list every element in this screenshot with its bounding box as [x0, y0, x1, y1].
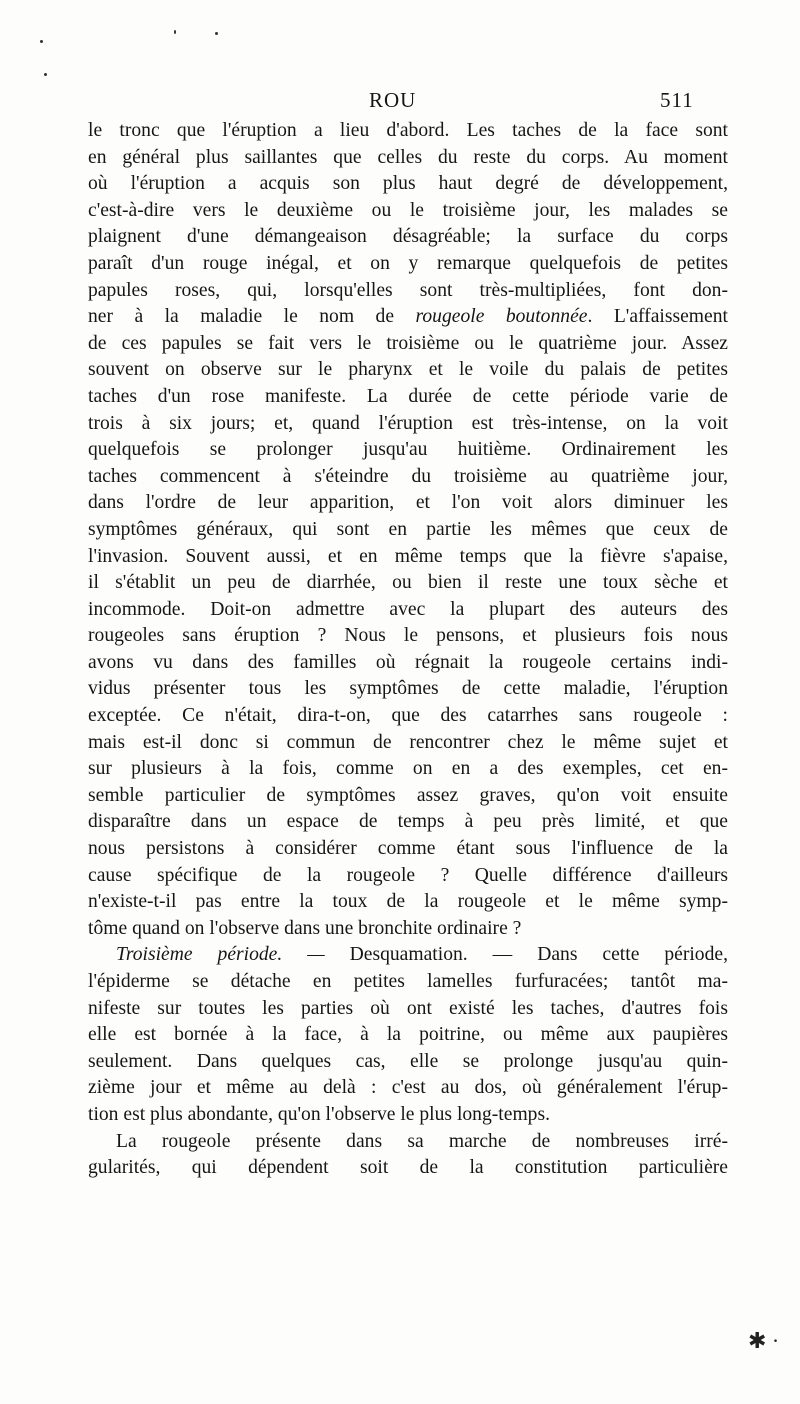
- text-segment: Desquamation. — Dans cette période,: [324, 944, 728, 966]
- text-line: vidus présenter tous les symptômes de cette maladie, l'éruption: [88, 678, 728, 700]
- text-line: mais est-il donc si commun de rencontrer chez le même sujet et: [88, 731, 728, 753]
- paper-speck: [215, 32, 218, 35]
- text-line: l'épiderme se détache en petites lamelles furfuracées; tantôt ma-: [88, 971, 728, 992]
- page-number: 511: [660, 88, 694, 112]
- text-line: rougeoles sans éruption ? Nous le pensons, et plusieurs fois nous: [88, 625, 728, 647]
- paper-speck: [174, 30, 176, 34]
- text-line: trois à six jours; et, quand l'éruption est très-intense, on la voit: [88, 412, 728, 434]
- text-line: souvent on observe sur le pharynx et le voile du palais de petites: [88, 359, 728, 381]
- text-line: de ces papules se fait vers le troisième ou le quatrième jour. Assez: [88, 332, 728, 354]
- text-segment: . L'affaissement: [587, 306, 728, 328]
- text-line: papules roses, qui, lorsqu'elles sont très-multipliées, font don-: [88, 279, 728, 301]
- text-line: tion est plus abondante, qu'on l'observe le plus long-temps.: [88, 1103, 551, 1125]
- text-line: en général plus saillantes que celles du reste du corps. Au moment: [88, 146, 728, 168]
- text-line: l'invasion. Souvent aussi, et en même temps que la fièvre s'apaise,: [88, 545, 728, 567]
- text-line: n'existe-t-il pas entre la toux de la rougeole et le même symp-: [88, 891, 728, 913]
- text-line: semble particulier de symptômes assez graves, qu'on voit ensuite: [88, 784, 728, 806]
- section-heading-line: [88, 942, 728, 969]
- text-line: sur plusieurs à la fois, comme on en a des exemples, cet en-: [88, 758, 728, 780]
- text-line: exceptée. Ce n'était, dira-t-on, que des catarrhes sans rougeole :: [88, 705, 728, 727]
- text-line: nous persistons à considérer comme étant sous l'influence de la: [88, 838, 728, 860]
- page-body-text: [88, 118, 728, 1182]
- text-line: plaignent d'une démangeaison désagréable; la surface du corps: [88, 226, 728, 248]
- section-heading: Troisième période. —: [116, 944, 325, 966]
- text-line: c'est-à-dire vers le deuxième ou le troisième jour, les malades se: [88, 199, 728, 221]
- text-line: le tronc que l'éruption a lieu d'abord. Les taches de la face sont: [88, 120, 728, 141]
- text-line: quelquefois se prolonger jusqu'au huitième. Ordinairement les: [88, 439, 728, 461]
- text-line: paraît d'un rouge inégal, et on y remarque quelquefois de petites: [88, 252, 728, 274]
- text-line: avons vu dans des familles où régnait la rougeole certains indi-: [88, 651, 728, 673]
- text-line: taches d'un rose manifeste. La durée de cette période varie de: [88, 385, 728, 407]
- text-line: où l'éruption a acquis son plus haut degré de développement,: [88, 173, 728, 195]
- text-line: symptômes généraux, qui sont en partie les mêmes que ceux de: [88, 518, 728, 540]
- running-head-title: ROU: [369, 88, 417, 112]
- text-line: zième jour et même au delà : c'est au dos, où généralement l'érup-: [88, 1077, 728, 1099]
- text-line: elle est bornée à la face, à la poitrine, ou même aux paupières: [88, 1024, 728, 1046]
- text-line: incommode. Doit-on admettre avec la plupart des auteurs des: [88, 598, 728, 620]
- text-line: cause spécifique de la rougeole ? Quelle différence d'ailleurs: [88, 864, 728, 886]
- text-line: gularités, qui dépendent soit de la constitution particulière: [88, 1157, 728, 1179]
- text-segment: ner à la maladie le nom de: [88, 306, 416, 328]
- text-line: dans l'ordre de leur apparition, et l'on voit alors diminuer les: [88, 492, 728, 514]
- text-line: disparaître dans un espace de temps à peu près limité, et que: [88, 811, 728, 833]
- italic-term: rougeole boutonnée: [415, 306, 588, 328]
- paper-speck: [44, 73, 47, 76]
- text-line: taches commencent à s'éteindre du troisième au quatrième jour,: [88, 465, 728, 487]
- paper-speck: [40, 40, 43, 43]
- page-ornament-icon: ✱ ·: [748, 1328, 780, 1353]
- text-line: il s'établit un peu de diarrhée, ou bien il reste une toux sèche et: [88, 572, 728, 594]
- text-line: tôme quand on l'observe dans une bronchite ordinaire ?: [88, 917, 522, 939]
- text-line-with-italic: [88, 304, 728, 331]
- text-line: seulement. Dans quelques cas, elle se prolonge jusqu'au quin-: [88, 1050, 728, 1072]
- text-line: La rougeole présente dans sa marche de nombreuses irré-: [116, 1130, 728, 1152]
- text-line: nifeste sur toutes les parties où ont existé les taches, d'autres fois: [88, 997, 728, 1019]
